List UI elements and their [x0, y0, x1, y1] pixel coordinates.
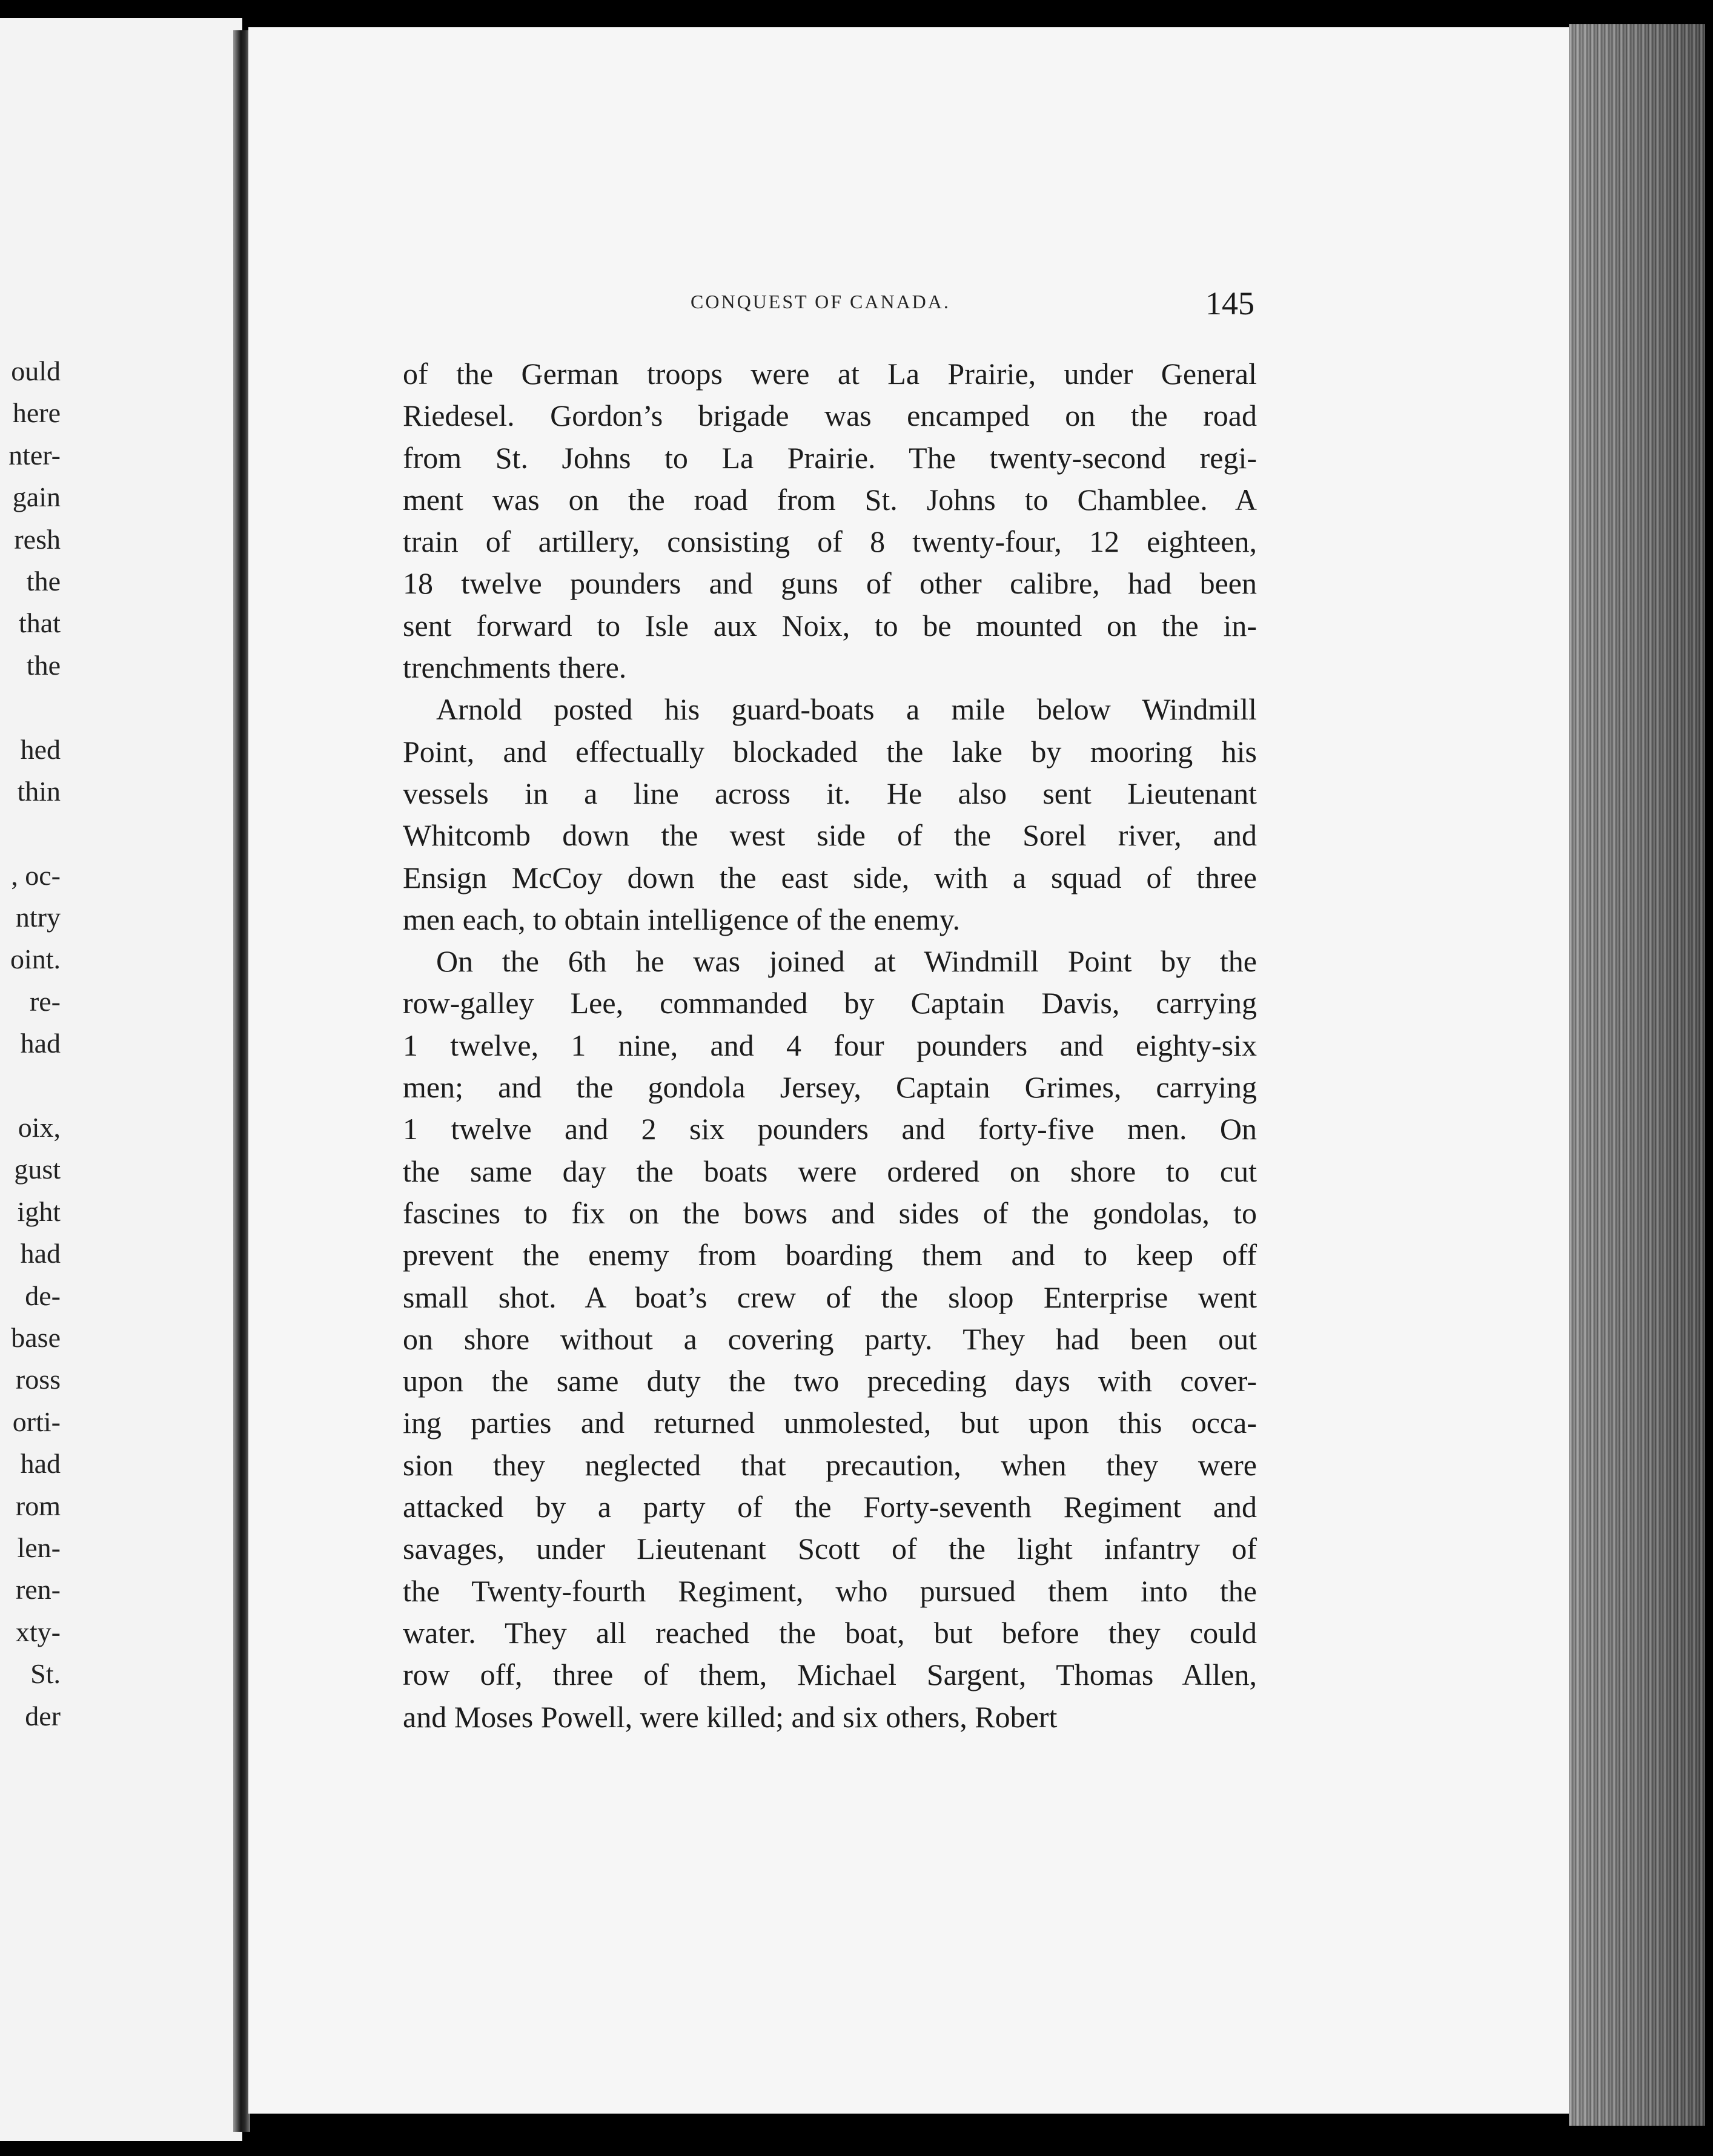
left-page-fragment: here — [12, 397, 61, 429]
left-page-fragment: ould — [11, 355, 61, 386]
book-gutter — [233, 30, 250, 2132]
left-page-fragment: ntry — [15, 902, 61, 933]
text-line: of the German troops were at La Prairie, under General — [403, 357, 1257, 391]
text-line: and Moses Powell, were killed; and six others, Robert — [403, 1699, 1058, 1734]
left-page-fragment: hed — [20, 733, 61, 765]
left-page-fragment: len- — [17, 1532, 61, 1563]
text-line: vessels in a line across it. He also sent Lieutenant — [403, 776, 1257, 810]
left-page-fragment: that — [19, 607, 61, 639]
text-line: 18 twelve pounders and guns of other calibre, had been — [403, 566, 1257, 601]
text-line: On the 6th he was joined at Windmill Point by the — [436, 944, 1257, 979]
text-line: Riedesel. Gordon’s brigade was encamped on the road — [403, 398, 1257, 433]
text-line: 1 twelve, 1 nine, and 4 four pounders and eighty-six — [403, 1028, 1257, 1062]
left-page-fragment — [0, 1065, 61, 1106]
left-page-fragment: nter- — [8, 439, 61, 471]
text-line: men each, to obtain intelligence of the enemy. — [403, 902, 961, 936]
text-line: small shot. A boat’s crew of the sloop Enterprise went — [403, 1280, 1257, 1314]
text-line: the same day the boats were ordered on shore to cut — [403, 1154, 1257, 1188]
text-line: trenchments there. — [403, 650, 627, 685]
text-line: attacked by a party of the Forty-seventh Regiment and — [403, 1490, 1257, 1524]
running-head: CONQUEST OF CANADA. — [691, 291, 950, 312]
left-page-fragment: der — [25, 1700, 61, 1731]
left-page-fragment — [0, 686, 61, 728]
left-page-fragment — [0, 812, 61, 854]
text-line: ment was on the road from St. Johns to Chamblee. A — [403, 482, 1257, 517]
text-line: fascines to fix on the bows and sides of the gondolas, to — [403, 1195, 1257, 1230]
left-page-fragment: thin — [17, 775, 61, 807]
left-page-fragment: gain — [12, 481, 61, 513]
text-line: train of artillery, consisting of 8 twenty-four, 12 eighteen, — [403, 524, 1257, 559]
left-page-fragment: gust — [14, 1154, 61, 1185]
text-line: sion they neglected that precaution, when they were — [403, 1447, 1257, 1482]
body-text — [403, 353, 1257, 1738]
text-line: sent forward to Isle aux Noix, to be mounted on the in- — [403, 608, 1257, 643]
left-page-fragment: had — [20, 1448, 61, 1480]
text-line: Whitcomb down the west side of the Sorel river, and — [403, 818, 1257, 853]
left-page-fragment: xty- — [15, 1616, 61, 1647]
left-page-fragment: re- — [29, 985, 61, 1017]
left-page-fragment: resh — [14, 523, 61, 555]
left-page-text-fragments — [0, 350, 61, 1737]
left-page-fragment: orti- — [12, 1406, 61, 1437]
text-line: row-galley Lee, commanded by Captain Davis, carrying — [403, 986, 1257, 1020]
left-page-fragment: the — [26, 649, 61, 681]
text-line: water. They all reached the boat, but before they could — [403, 1615, 1257, 1650]
left-page-fragment: the — [26, 565, 61, 597]
left-page-fragment: , oc- — [11, 859, 61, 891]
text-line: Arnold posted his guard-boats a mile below Windmill — [436, 692, 1257, 727]
left-page-fragment: had — [20, 1238, 61, 1269]
left-page-fragment: ross — [15, 1364, 61, 1395]
text-line: on shore without a covering party. They had been out — [403, 1321, 1257, 1356]
left-page-fragment: had — [20, 1028, 61, 1059]
text-line: prevent the enemy from boarding them and to keep off — [403, 1238, 1257, 1272]
text-line: men; and the gondola Jersey, Captain Grimes, carrying — [403, 1070, 1257, 1105]
left-page-fragment: base — [11, 1321, 61, 1353]
left-page-fragment: ight — [17, 1195, 61, 1227]
left-page-fragment: rom — [15, 1490, 61, 1521]
text-line: the Twenty-fourth Regiment, who pursued them into the — [403, 1573, 1257, 1608]
left-page-fragment: oint. — [10, 944, 61, 975]
text-line: 1 twelve and 2 six pounders and forty-five men. On — [403, 1112, 1257, 1146]
page-number: 145 — [1205, 285, 1254, 322]
left-page-fragment: de- — [25, 1280, 61, 1311]
text-line: Point, and effectually blockaded the lake by mooring his — [403, 734, 1257, 769]
text-line: ing parties and returned unmolested, but upon this occa- — [403, 1406, 1257, 1440]
left-page-fragment: St. — [30, 1658, 61, 1690]
page-edges-shade — [1569, 24, 1705, 2126]
text-line: from St. Johns to La Prairie. The twenty-second regi- — [403, 440, 1257, 475]
left-page-fragment: oix, — [18, 1112, 61, 1143]
text-line: savages, under Lieutenant Scott of the light infantry of — [403, 1532, 1257, 1566]
text-line: Ensign McCoy down the east side, with a squad of three — [403, 860, 1257, 894]
left-page-fragment: ren- — [15, 1574, 61, 1605]
text-line: upon the same duty the two preceding days with cover- — [403, 1364, 1257, 1398]
text-line: row off, three of them, Michael Sargent, Thomas Allen, — [403, 1658, 1257, 1692]
